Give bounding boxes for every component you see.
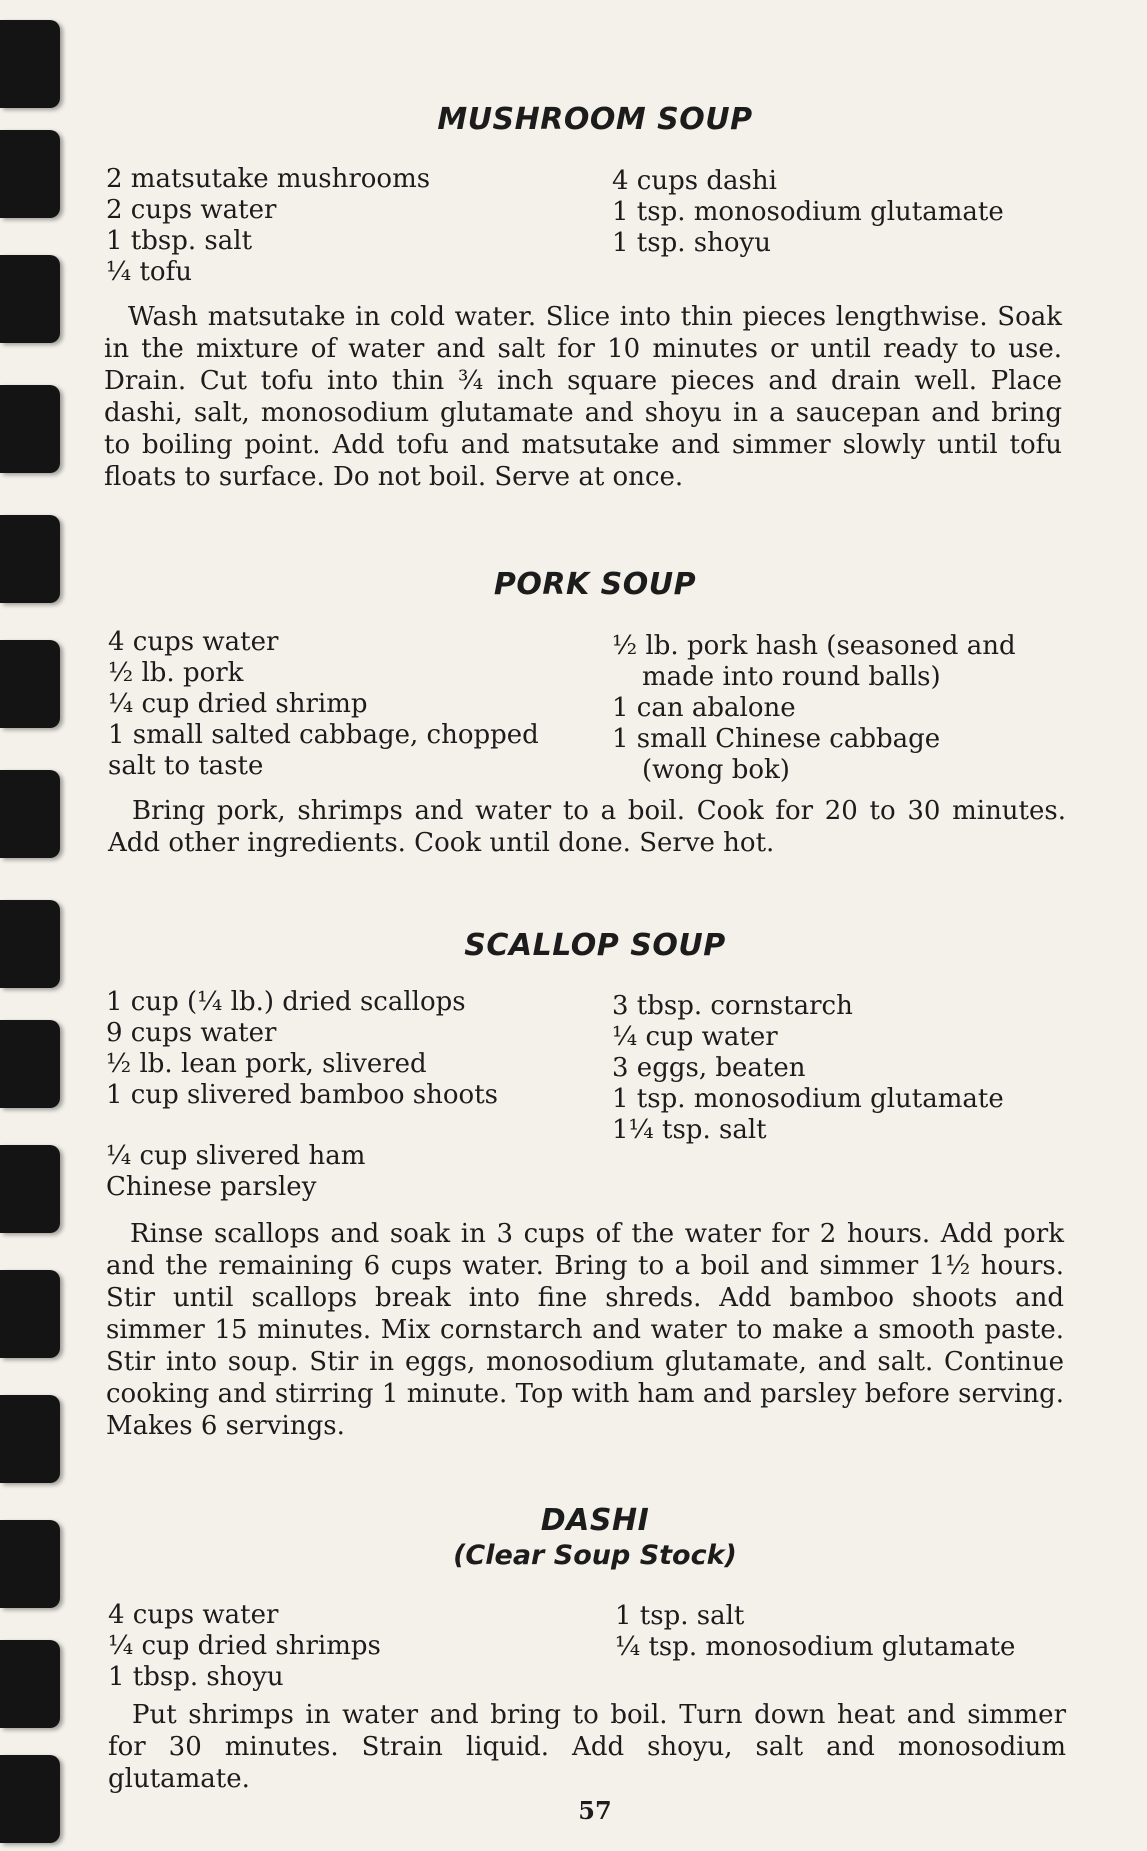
ingredient: 9 cups water <box>106 1018 277 1048</box>
ingredient: (wong bok) <box>642 755 790 785</box>
ingredient: Chinese parsley <box>106 1172 317 1202</box>
ingredients-left <box>106 987 498 1111</box>
recipe-instructions: Wash matsutake in cold water. Slice into thin pieces lengthwise. Soak in the mixture of water and salt for 10 minutes or until ready to use. Drain. Cut tofu into thin ¾ inch square pieces and drain well. Place dashi, salt, monosodium glutamate and shoyu in a saucepan and bring to boiling point. Add tofu and matsutake and simmer slowly until tofu floats to surface. Do not boil. Serve at once. <box>104 302 1062 492</box>
ingredient: 1 cup slivered bamboo shoots <box>106 1080 498 1110</box>
ingredient: 1¼ tsp. salt <box>612 1115 767 1145</box>
ingredient: 1 cup (¼ lb.) dried scallops <box>106 987 466 1017</box>
page-number: 57 <box>578 1796 612 1825</box>
ingredient: 1 small Chinese cabbage <box>612 724 941 754</box>
ingredient: 2 matsutake mushrooms <box>106 164 431 194</box>
ingredients-left <box>108 1600 381 1693</box>
ingredient: 1 tsp. shoyu <box>612 228 771 258</box>
ingredient: made into round balls) <box>642 662 941 692</box>
binding-ring <box>0 770 60 858</box>
recipe-title: MUSHROOM SOUP <box>437 102 753 137</box>
recipe-instructions: Put shrimps in water and bring to boil. Turn down heat and simmer for 30 minutes. Strain liquid. Add shoyu, salt and monosodium glutamate. <box>108 1700 1066 1794</box>
ingredient: ¼ cup dried shrimp <box>108 689 368 719</box>
ingredient: 1 tsp. monosodium glutamate <box>612 1084 1004 1114</box>
ingredient: ¼ cup dried shrimps <box>108 1631 381 1661</box>
ingredient: 1 tbsp. shoyu <box>108 1662 284 1692</box>
recipe-subtitle: (Clear Soup Stock) <box>453 1540 737 1571</box>
ingredient: 3 eggs, beaten <box>612 1053 806 1083</box>
binding-ring <box>0 1270 60 1358</box>
binding-ring <box>0 1020 60 1108</box>
recipe-page <box>100 0 1090 1851</box>
ingredient: ¼ tsp. monosodium glutamate <box>615 1632 1016 1662</box>
ingredient: 4 cups water <box>108 1600 279 1630</box>
binding-ring <box>0 1640 60 1728</box>
ingredient: 1 can abalone <box>612 693 796 723</box>
ingredient: 1 tsp. monosodium glutamate <box>612 197 1004 227</box>
ingredients-right <box>612 991 1004 1146</box>
ingredient: ¼ cup water <box>612 1022 778 1052</box>
ingredient: 2 cups water <box>106 195 277 225</box>
binding-ring <box>0 20 60 108</box>
binding-ring <box>0 1145 60 1233</box>
ingredient: ½ lb. pork hash (seasoned and <box>612 631 1016 661</box>
ingredient: 1 tsp. salt <box>615 1601 745 1631</box>
ingredient: ¼ tofu <box>106 257 192 287</box>
ingredient: 1 tbsp. salt <box>106 226 253 256</box>
ingredients-left <box>108 627 539 782</box>
ingredient: salt to taste <box>108 751 264 781</box>
binding-ring <box>0 515 60 603</box>
ingredients-left-extra <box>106 1141 365 1203</box>
ingredients-right <box>612 166 1004 259</box>
ingredients-right <box>615 1601 1015 1663</box>
recipe-title: DASHI <box>540 1503 650 1538</box>
ingredient: ¼ cup slivered ham <box>106 1141 366 1171</box>
recipe-instructions: Rinse scallops and soak in 3 cups of the water for 2 hours. Add pork and the remaining 6 cups water. Bring to a boil and simmer 1½ hours. Stir until scallops break into fine shreds. Add bamboo shoots and simmer 15 minutes. Mix cornstarch and water to make a smooth paste. Stir into soup. Stir in eggs, monosodium glutamate, and salt. Continue cooking and stirring 1 minute. Top with ham and parsley before serving. Makes 6 servings. <box>106 1219 1064 1441</box>
recipe-instructions: Bring pork, shrimps and water to a boil. Cook for 20 to 30 minutes. Add other ingredients. Cook until done. Serve hot. <box>108 796 1066 858</box>
binding-ring <box>0 1755 60 1843</box>
ingredient: 4 cups dashi <box>612 166 777 196</box>
binding-ring <box>0 130 60 218</box>
ingredient: ½ lb. lean pork, slivered <box>106 1049 427 1079</box>
ingredient: 4 cups water <box>108 627 279 657</box>
ingredient: 1 small salted cabbage, chopped <box>108 720 539 750</box>
ingredients-left <box>106 164 430 288</box>
spiral-binding <box>0 0 70 1851</box>
binding-ring <box>0 385 60 473</box>
ingredients-right <box>612 631 1016 786</box>
binding-ring <box>0 1520 60 1608</box>
recipe-title: PORK SOUP <box>493 567 697 602</box>
ingredient: 3 tbsp. cornstarch <box>612 991 853 1021</box>
binding-ring <box>0 900 60 988</box>
binding-ring <box>0 255 60 343</box>
recipe-title: SCALLOP SOUP <box>464 928 726 963</box>
ingredient: ½ lb. pork <box>108 658 244 688</box>
binding-ring <box>0 640 60 728</box>
binding-ring <box>0 1395 60 1483</box>
